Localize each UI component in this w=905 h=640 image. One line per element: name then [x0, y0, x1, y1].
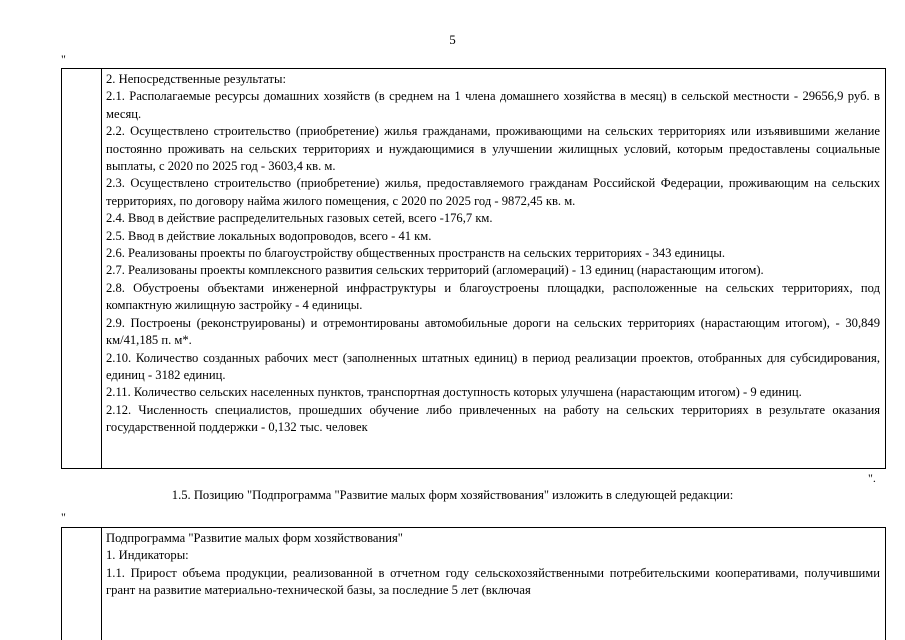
- table-paragraph: Подпрограмма "Развитие малых форм хозяйствования": [106, 531, 403, 545]
- table-left-cell: [62, 528, 102, 640]
- table-paragraph: 2.5. Ввод в действие локальных водопроводов, всего - 41 км.: [106, 228, 432, 243]
- opening-quote-2: ": [61, 510, 66, 524]
- table-paragraph: 2.11. Количество сельских населенных пунктов, транспортная доступность которых улучшена (нарастающим итогом) - 9 единиц.: [106, 385, 802, 400]
- table-paragraph: 2.4. Ввод в действие распределительных газовых сетей, всего -176,7 км.: [106, 211, 493, 226]
- table-paragraph: 2.7. Реализованы проекты комплексного развития сельских территорий (агломераций) - 13 единиц (нарастающим итогом).: [106, 263, 764, 278]
- subprogram-table: [61, 527, 886, 640]
- results-table: [61, 68, 886, 469]
- table-paragraph: 2.1. Располагаемые ресурсы домашних хозяйств (в среднем на 1 члена домашнего хозяйства в месяц) в сельской местности - 29656,9 руб. в месяц.: [106, 89, 880, 121]
- table-paragraph: 2.8. Обустроены объектами инженерной инфраструктуры и благоустроены площадки, расположенные на сельских территориях, под компактную жилищную застройку - 4 единицы.: [106, 280, 880, 313]
- table-paragraph: 2.6. Реализованы проекты по благоустройству общественных пространств на сельских территориях - 343 единицы.: [106, 246, 725, 261]
- table-paragraph: 2.9. Построены (реконструированы) и отремонтированы автомобильные дороги на сельских территориях (нарастающим итогом), - 30,849 км/41,185 п. м*.: [106, 315, 880, 348]
- table-paragraph: 2. Непосредственные результаты:: [106, 72, 287, 86]
- closing-quote: ".: [868, 471, 876, 485]
- table-paragraph: 2.10. Количество созданных рабочих мест (заполненных штатных единиц) в период реализации проектов, отобранных для субсидирования, единиц - 3182 единиц.: [106, 350, 880, 382]
- amendment-instruction: 1.5. Позицию "Подпрограмма "Развитие малых форм хозяйствования" изложить в следующей редакции:: [171, 488, 734, 502]
- table-right-cell: [102, 528, 885, 600]
- table-left-cell: [62, 69, 102, 468]
- opening-quote-1: ": [61, 52, 66, 66]
- table-right-cell: [102, 69, 885, 437]
- table-paragraph: 1.1. Прирост объема продукции, реализованной в отчетном году сельскохозяйственными потребительскими кооперативами, получившими грант на развитие материально-технической базы, за последние 5 лет (включая: [106, 565, 880, 598]
- table-paragraph: 2.2. Осуществлено строительство (приобретение) жилья гражданами, проживающими на сельских территориях или изъявившими желание постоянно проживать на сельских территориях и нуждающимися в улучшении жилищных условий, которым предоставлены социальные выплаты, с 2020 по 2025 год - 3603,4 кв. м.: [106, 124, 880, 174]
- page-number: 5: [449, 32, 456, 47]
- table-paragraph: 2.12. Численность специалистов, прошедших обучение либо привлеченных на работу на сельских территориях в результате оказания государственной поддержки - 0,132 тыс. человек: [106, 402, 880, 435]
- table-paragraph: 1. Индикаторы:: [106, 548, 189, 563]
- table-paragraph: 2.3. Осуществлено строительство (приобретение) жилья, предоставляемого гражданам Российской Федерации, проживающим на сельских территориях, по договору найма жилого помещения, с 2020 по 2025 год - 9872,45 кв. м.: [106, 176, 880, 208]
